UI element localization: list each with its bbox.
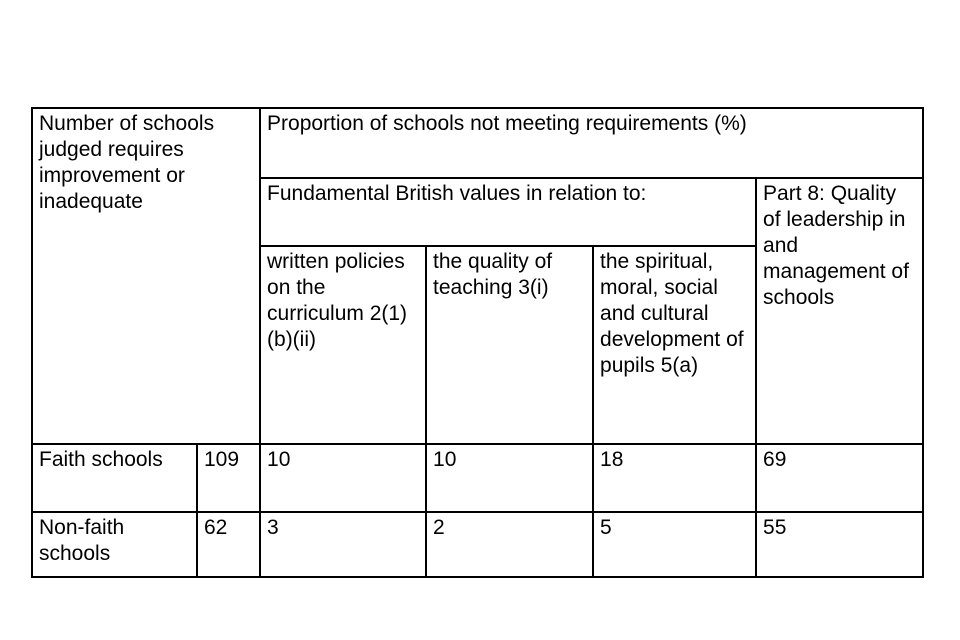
table-row-faith-schools: [32, 444, 923, 512]
top-header-cell: Proportion of schools not meeting requirements (%): [260, 108, 923, 178]
value-cell-written-policies: 3: [260, 512, 426, 577]
header-row-1: [32, 108, 923, 178]
table-row-non-faith-schools: [32, 512, 923, 577]
subheader-written-policies-cell: written policies on the curriculum 2(1)(b)(ii): [260, 246, 426, 444]
value-cell-quality-of-teaching: 2: [426, 512, 593, 577]
value-cell-part8: 69: [756, 444, 923, 512]
value-cell-smsc-development: 18: [593, 444, 756, 512]
value-cell-written-policies: 10: [260, 444, 426, 512]
value-cell-smsc-development: 5: [593, 512, 756, 577]
row-count-cell: 62: [197, 512, 260, 577]
part8-header-cell: Part 8: Quality of leadership in and management of schools: [756, 178, 923, 444]
schools-requirements-table: [31, 107, 924, 578]
group-header-cell: Fundamental British values in relation to:: [260, 178, 756, 246]
value-cell-quality-of-teaching: 10: [426, 444, 593, 512]
subheader-quality-of-teaching-cell: the quality of teaching 3(i): [426, 246, 593, 444]
value-cell-part8: 55: [756, 512, 923, 577]
corner-header-cell: Number of schools judged requires improvement or inadequate: [32, 108, 260, 444]
row-label-cell: Faith schools: [32, 444, 197, 512]
row-label-cell: Non-faith schools: [32, 512, 197, 577]
row-count-cell: 109: [197, 444, 260, 512]
subheader-smsc-development-cell: the spiritual, moral, social and cultural development of pupils 5(a): [593, 246, 756, 444]
